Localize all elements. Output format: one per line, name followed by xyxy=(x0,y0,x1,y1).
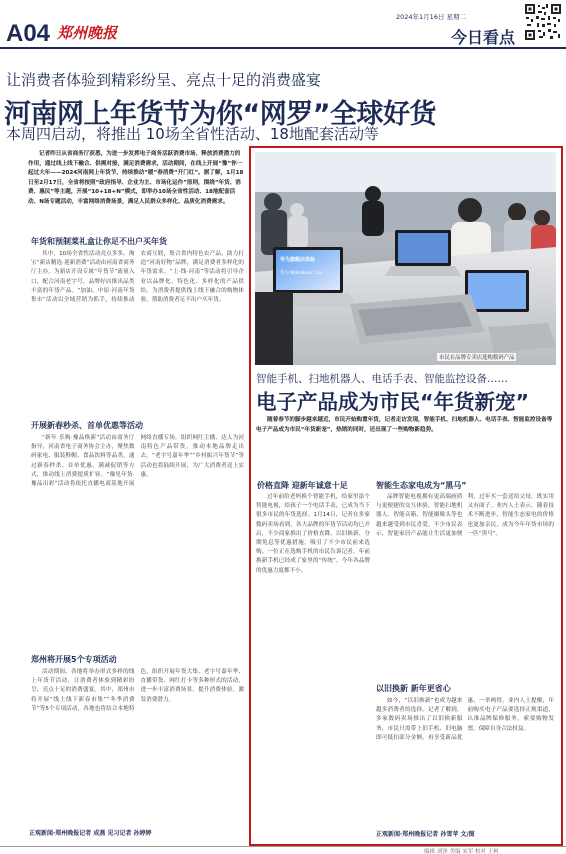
page-number: A04 xyxy=(6,20,51,47)
lead-paragraph: 记者昨日从省商务厅获悉，为进一步发挥电子商务活跃消费市场、释放消费潜力的作用，通过线上线下融合、供需对接，满足消费需求，活动期间，在线上开展“豫”你一起过大年——2024河南网上年货节，持续推动“暖”春消费“开门红”。据了解，1月18日至2月17日，全省将按照“政府指导、企业为主、市场化运作”原则，围绕“年货、消费、惠民”等主题，开展“10+18+N”模式，即举办10场全省性活动、18地配套活动、N场专题活动，丰富网络消费场景，满足人民群众多样化、品质化消费需求。 xyxy=(28,151,244,205)
masthead-rule xyxy=(0,47,566,49)
issue-date: 2024年1月16日 星期二 xyxy=(396,13,467,21)
right-section-heading-3: 以旧换新 新年更省心 xyxy=(376,684,451,693)
section-body-2: “新年 乐购·豫品焕新”活动由商务厅指导，河南省电子商务协会主办，聚焦数码家电、服装鞋帽、食品饮料等品类，通过新春秒杀、首单优惠、满减促销等方式，推动线上消费提质扩容。“豫见年货·豫品出彩”活动将依托直播电商基地开展网络直播专场，组织网红主播、达人为河南特色产品带货，推动本地品牌走出去。“老字号嘉年华”“乡村振兴年货节”等活动也将陆续开展，为广大消费者送上实惠。 xyxy=(31,435,244,488)
right-section-body-2: 品牌智能电视拥有更高端画质与更便捷的交互体验，智能扫地机器人、智能音箱、智能摄像头等也越来越受到市民喜爱。不少市民表示，智能家居产品能让生活更加便利，过年买一套送给父母，既实用又有面子。业内人士表示，随着技术不断进步，智能生态家电的价格也更加亲民，成为今年年货市场的一匹“黑马”。 xyxy=(376,494,554,537)
headline-kicker: 让消费者体验到精彩纷呈、亮点十足的消费盛宴 xyxy=(6,71,322,89)
right-headline: 电子产品成为市民“年货新宠” xyxy=(256,390,529,414)
section-body-1: 其中，10场全省性活动亮点多多。淘宝“新店精选·迎新消费”活动由河南省商务厅主办，为新店开设专属“年货节”流量入口，配合河南老字号、品牌好店推出品类丰富的年货产品。“加油，中原·河南年货集市”活动以全域营销为抓手，持续推动农商互联，集合省内特色农产品，助力打造“河南好物”品牌，满足消费者多样化的年货需求。“上·线·河南”等活动将引导企业以品牌化、特色化、多样化的产品供给，为消费者提供线上线下融合的购物体验，帮助消费者足不出户买年货。 xyxy=(31,251,244,304)
main-headline: 河南网上年货节为你“网罗”全球好货 xyxy=(4,99,436,130)
left-byline: 正观新闻·郑州晚报记者 成燕 见习记者 孙婷婷 xyxy=(29,830,152,837)
right-section-body-3: 如今，“以旧换新”也成为越来越多消费者的选择。记者了解到，多家数码卖场推出了以旧换新服务，市民只需带上旧手机、旧电脑即可抵扣部分金额，再享受新品优惠，一举两得。业内人士提醒，年前购买电子产品要选择正规渠道，认准品牌保修服务，索要购物发票，保障自身合法权益。 xyxy=(376,698,554,741)
right-section-heading-2: 智能生态家电成为“黑马” xyxy=(376,481,467,490)
right-section-heading-1: 价格直降 迎新年诚意十足 xyxy=(257,481,348,490)
right-byline: 正观新闻·郑州晚报记者 孙雪苹 文/图 xyxy=(376,831,475,838)
section-title: 今日看点 xyxy=(451,28,516,47)
section-heading-1: 年货和预制菜礼盒让你足不出户买年货 xyxy=(31,237,167,246)
section-heading-3: 郑州将开展5个专项活动 xyxy=(31,655,117,664)
news-photo xyxy=(255,152,556,365)
masthead xyxy=(0,0,566,52)
section-heading-2: 开展新春秒杀、首单优惠等活动 xyxy=(31,421,143,430)
sub-headline: 本周四启动，将推出 10场全省性活动、18地配套活动等 xyxy=(6,125,379,143)
section-body-3: 活动期间，各地将举办形式多样的线上年货节活动，让消费者体验到精彩纷呈、亮点十足的消费盛宴。其中，郑州市将开展“线上线下新春市集”“冬季消费节”等5个专项活动，各地也将结合本地特色，组织开展年货大集、老字号嘉年华、直播带货、网红打卡等多种形式的活动，进一步丰富消费场景，提升消费体验，激发消费潜力。 xyxy=(31,669,244,712)
paper-logo: 郑州晚报 xyxy=(57,24,118,42)
right-lead: 随着春节的脚步越来越近，市民开始购置年货，记者走访发现，智能手机、扫地机器人、电话手表、智能监控设备等电子产品成为市民“年货新宠”，热销的同时，还出现了一些购物新趋势。 xyxy=(256,417,553,433)
right-section-body-1: 过年前给老妈换个智能手机，给家里添个智能电视，给孩子一个电话手表，已成为当下很多市民的年货选择。1月14日，记者在多家数码卖场看到，各大品牌的年货节活动均已开启，不少商家推出了价格直降、以旧换新、分期免息等优惠措施，吸引了不少市民前来选购。一位正在选购手机的市民告诉记者，年前换新手机已经成了家里的“传统”，今年各品牌的优惠力度都不小。 xyxy=(256,494,370,574)
photo-caption: 市民在品牌专卖店选购数码产品 xyxy=(439,355,515,361)
photo-product-text: 华为 MateBook 13s xyxy=(280,271,323,276)
photo-screen-label: 华为旗舰店体验 xyxy=(280,257,316,263)
footer-credits: 编辑 刘泽 美编 宋军 校对 王柯 xyxy=(424,849,499,854)
qr-code xyxy=(524,3,562,41)
right-kicker: 智能手机、扫地机器人、电话手表、智能监控设备…… xyxy=(256,373,508,385)
